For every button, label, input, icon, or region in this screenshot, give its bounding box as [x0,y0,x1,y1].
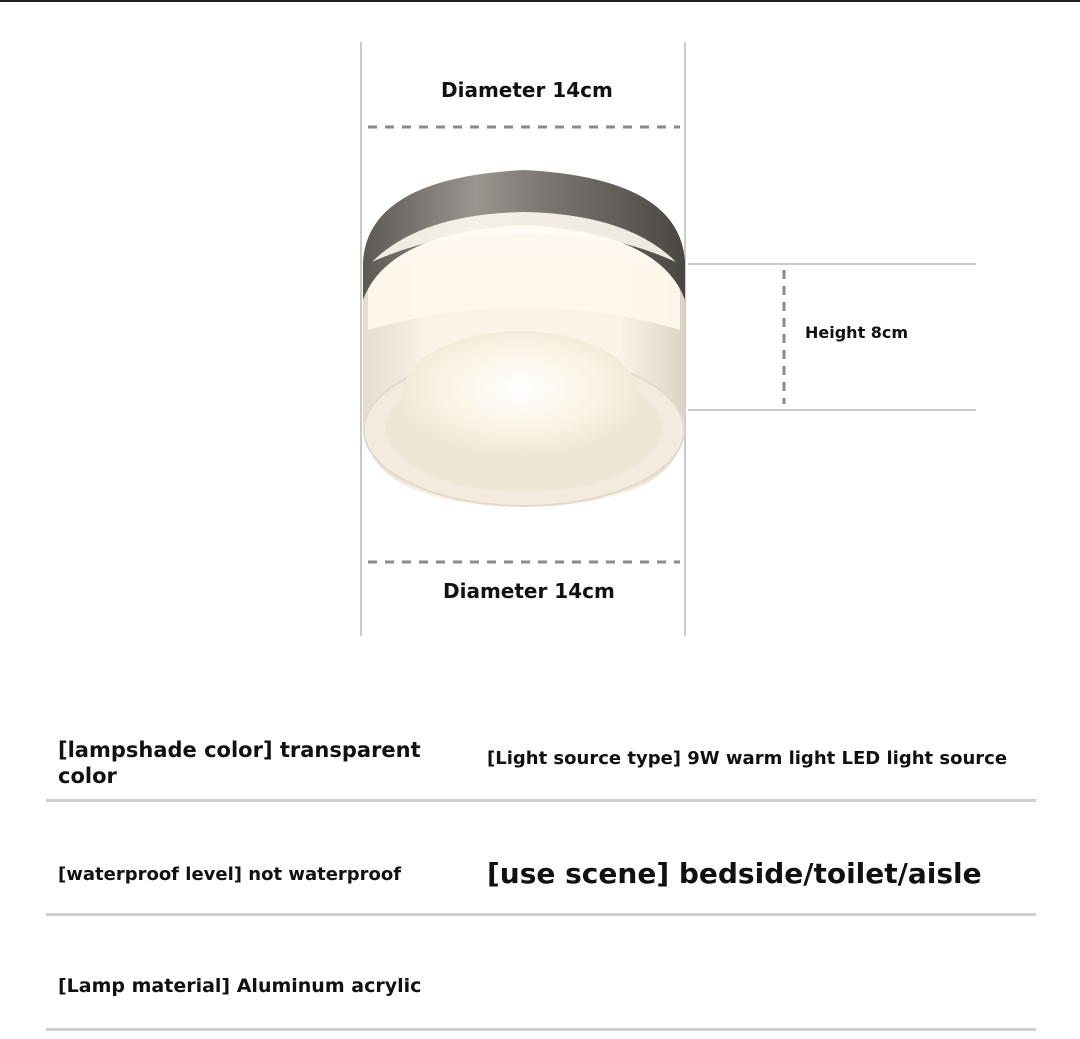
spec-divider [46,1028,1036,1031]
spec-divider [46,913,1036,916]
spec-lampshade-color: [lampshade color] transparent color [58,738,421,789]
spec-waterproof-level: [waterproof level] not waterproof [58,864,402,885]
diameter-top-label: Diameter 14cm [441,78,613,102]
spec-use-scene: [use scene] bedside/toilet/aisle [487,857,982,890]
diameter-bottom-label: Diameter 14cm [443,579,615,603]
lamp-image [363,170,685,507]
spec-light-source-type: [Light source type] 9W warm light LED light source [487,748,1008,769]
height-label: Height 8cm [805,323,909,342]
spec-divider [46,799,1036,802]
spec-lamp-material: [Lamp material] Aluminum acrylic [58,975,422,997]
